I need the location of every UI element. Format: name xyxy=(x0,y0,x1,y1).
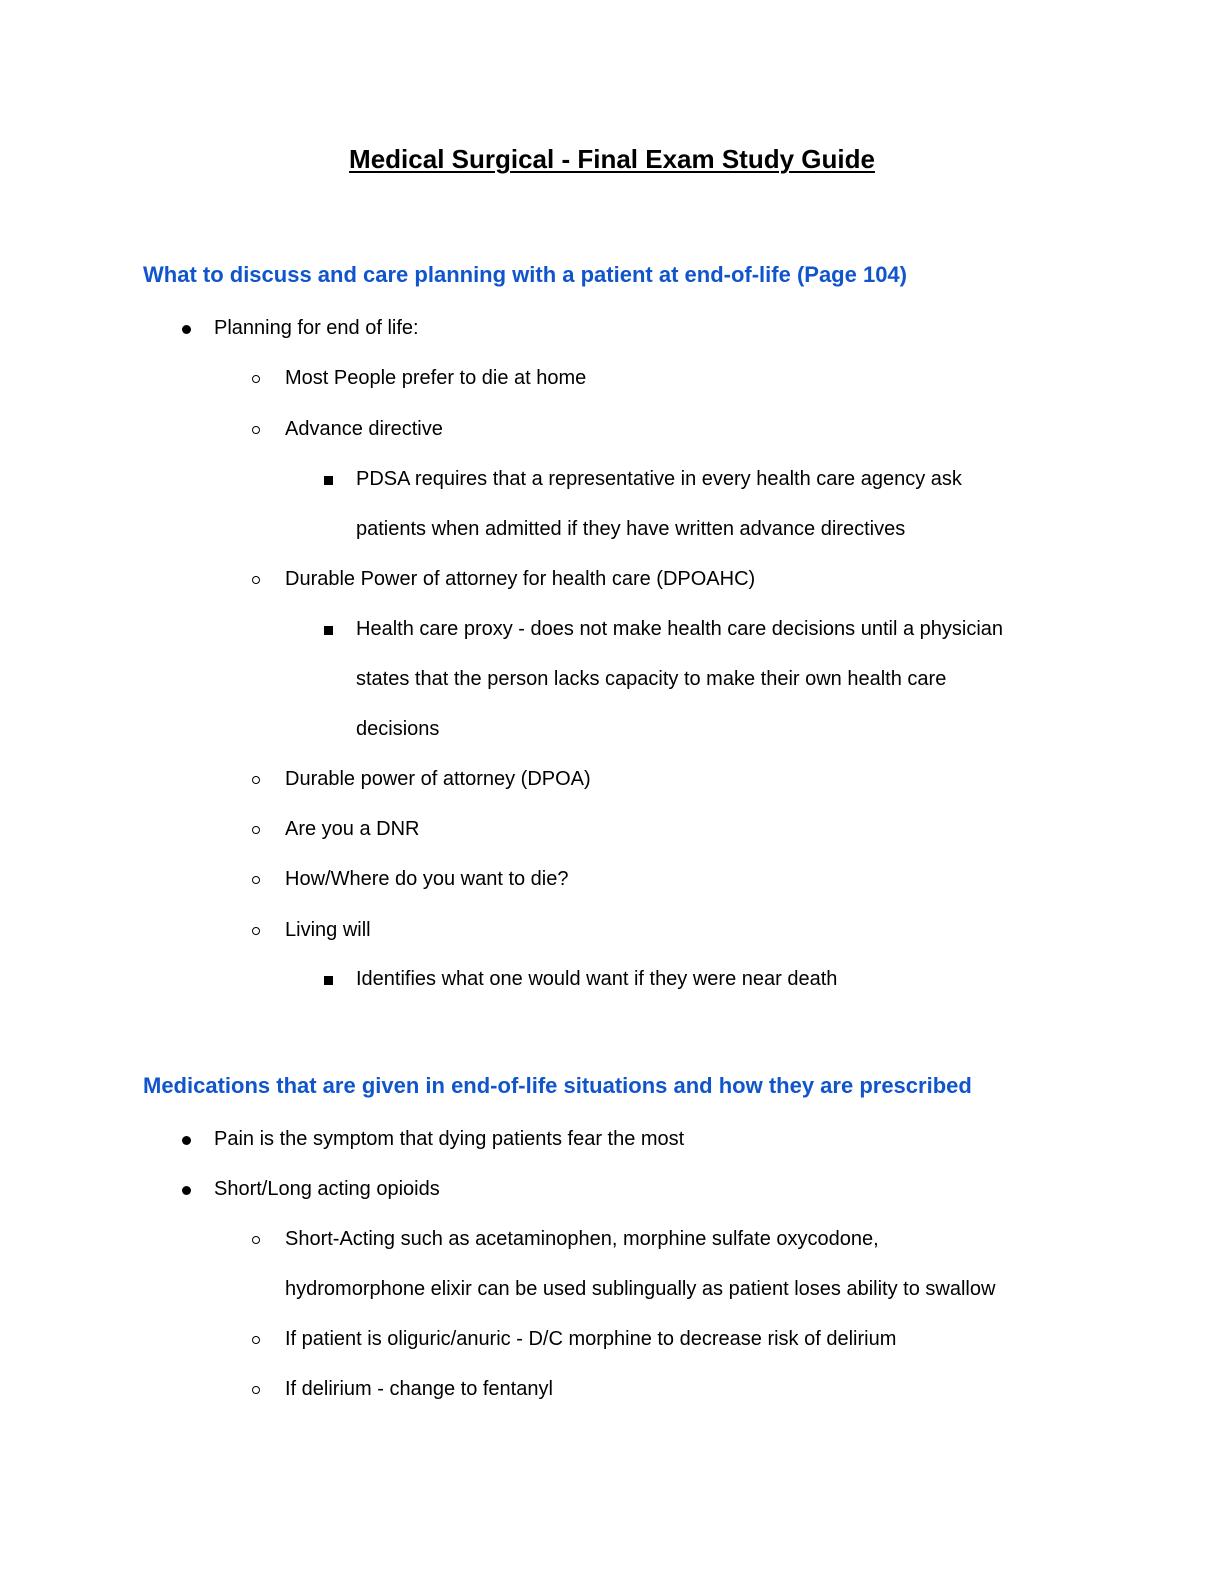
page-title xyxy=(0,142,1224,176)
section-heading-end-of-life-planning: What to discuss and care planning with a patient at end-of-life (Page 104) xyxy=(143,262,907,287)
list-item-text: Are you a DNR xyxy=(285,818,420,840)
list-item-text: Short/Long acting opioids xyxy=(214,1178,440,1200)
section-heading-end-of-life-medications: Medications that are given in end-of-life situations and how they are prescribed xyxy=(143,1073,972,1098)
list-item-text: How/Where do you want to die? xyxy=(285,868,569,890)
list-item-text: Durable power of attorney (DPOA) xyxy=(285,768,591,790)
list-item-continuation: patients when admitted if they have written advance directives xyxy=(356,518,906,540)
hollow-circle-bullet-icon xyxy=(244,916,268,944)
list-item-text: Advance directive xyxy=(285,418,443,440)
hollow-circle-bullet-icon xyxy=(244,565,268,593)
hollow-circle-bullet-icon xyxy=(244,765,268,793)
page-title-text: Medical Surgical - Final Exam Study Guide xyxy=(349,144,875,174)
filled-circle-bullet-icon xyxy=(174,314,198,342)
list-item-text: Pain is the symptom that dying patients fear the most xyxy=(214,1128,685,1150)
hollow-circle-bullet-icon xyxy=(244,364,268,392)
filled-circle-bullet-icon xyxy=(174,1125,198,1153)
list-item-text: If patient is oliguric/anuric - D/C morphine to decrease risk of delirium xyxy=(285,1328,897,1350)
hollow-circle-bullet-icon xyxy=(244,815,268,843)
hollow-circle-bullet-icon xyxy=(244,1325,268,1353)
filled-square-bullet-icon xyxy=(316,465,340,493)
list-item-text: Health care proxy - does not make health care decisions until a physician xyxy=(356,618,1004,640)
hollow-circle-bullet-icon xyxy=(244,415,268,443)
list-item-text: Short-Acting such as acetaminophen, morphine sulfate oxycodone, xyxy=(285,1228,879,1250)
list-item-continuation: decisions xyxy=(356,718,440,740)
filled-square-bullet-icon xyxy=(316,965,340,993)
list-item-text: Planning for end of life: xyxy=(214,317,419,339)
hollow-circle-bullet-icon xyxy=(244,1225,268,1253)
list-item-text: If delirium - change to fentanyl xyxy=(285,1378,553,1400)
list-item-text: Living will xyxy=(285,919,371,941)
filled-square-bullet-icon xyxy=(316,615,340,643)
hollow-circle-bullet-icon xyxy=(244,1375,268,1403)
list-item-text: Most People prefer to die at home xyxy=(285,367,587,389)
hollow-circle-bullet-icon xyxy=(244,865,268,893)
list-item-text: PDSA requires that a representative in every health care agency ask xyxy=(356,468,962,490)
list-item-text: Identifies what one would want if they were near death xyxy=(356,968,838,990)
filled-circle-bullet-icon xyxy=(174,1175,198,1203)
list-item-continuation: hydromorphone elixir can be used sublingually as patient loses ability to swallow xyxy=(285,1278,996,1300)
list-item-text: Durable Power of attorney for health care (DPOAHC) xyxy=(285,568,756,590)
list-item-continuation: states that the person lacks capacity to make their own health care xyxy=(356,668,947,690)
